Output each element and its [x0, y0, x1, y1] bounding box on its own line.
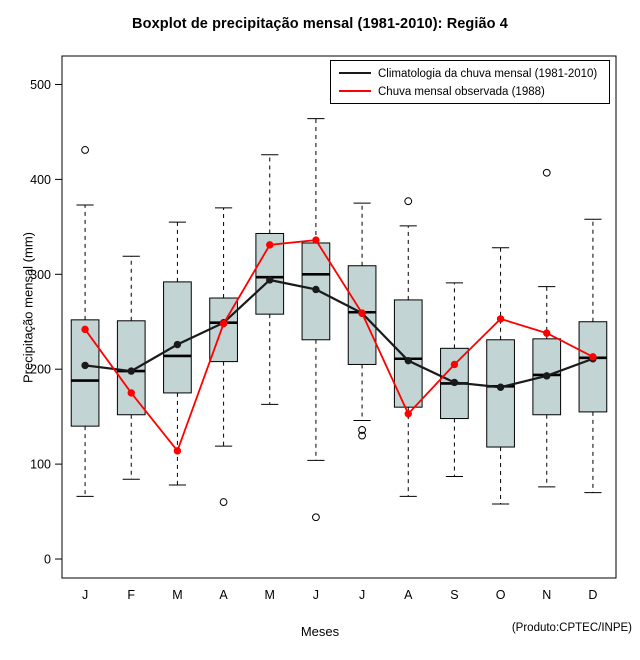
chart-title: Boxplot de precipitação mensal (1981-2010): Região 4: [132, 16, 508, 32]
box-iqr: [579, 322, 607, 412]
x-tick-label: J: [81, 588, 89, 602]
boxplot-box: [394, 198, 422, 497]
x-tick-label: M: [172, 588, 183, 602]
series-point-observada: [590, 354, 596, 360]
series-line-observada: [85, 240, 593, 451]
chart-legend: [330, 60, 610, 104]
series-point-observada: [82, 326, 88, 332]
series-point-climatologia: [497, 384, 503, 390]
series-point-observada: [497, 316, 503, 322]
series-point-observada: [220, 320, 226, 326]
legend-swatch-climatologia: [339, 72, 371, 74]
legend-label-climatologia: Climatologia da chuva mensal (1981-2010): [378, 68, 598, 80]
y-tick-label: 200: [30, 362, 51, 377]
x-tick-label: A: [219, 588, 228, 602]
y-tick-label: 0: [44, 552, 51, 567]
x-axis-label: Meses: [300, 624, 340, 639]
series-point-climatologia: [128, 368, 134, 374]
series-point-observada: [544, 330, 550, 336]
boxplot-box: [348, 203, 376, 439]
x-tick-label: N: [542, 588, 552, 602]
series-line-climatologia: [85, 280, 593, 387]
x-tick-label: M: [264, 588, 275, 602]
boxplot-box: [302, 119, 330, 521]
series-point-observada: [174, 448, 180, 454]
boxplot-box: [487, 248, 515, 504]
box-outlier: [82, 147, 89, 154]
boxplot-box: [71, 147, 99, 497]
series-point-climatologia: [405, 357, 411, 363]
box-outlier: [543, 169, 550, 176]
y-tick-label: 300: [30, 267, 51, 282]
series-point-climatologia: [451, 379, 457, 385]
plot-frame: [62, 56, 616, 578]
box-outlier: [313, 514, 320, 521]
series-point-climatologia: [544, 373, 550, 379]
boxplot-box: [533, 169, 561, 487]
box-iqr: [487, 340, 515, 447]
box-iqr: [71, 320, 99, 426]
legend-swatch-observada: [339, 90, 371, 92]
x-tick-label: O: [495, 588, 506, 602]
box-outlier: [405, 198, 412, 205]
x-tick-label: J: [358, 588, 366, 602]
series-point-observada: [128, 390, 134, 396]
boxplot-box: [164, 222, 192, 485]
series-point-observada: [267, 242, 273, 248]
x-tick-label: J: [312, 588, 320, 602]
box-iqr: [164, 282, 192, 393]
series-point-observada: [451, 361, 457, 367]
legend-entry-climatologia: [339, 66, 597, 82]
series-point-observada: [359, 310, 365, 316]
x-tick-label: D: [588, 588, 598, 602]
series-point-climatologia: [82, 362, 88, 368]
chart-credit: (Produto:CPTEC/INPE): [511, 622, 632, 634]
series-point-climatologia: [174, 341, 180, 347]
x-tick-label: S: [450, 588, 459, 602]
boxplot-box: [210, 208, 238, 506]
legend-entry-observada: [339, 84, 545, 100]
series-point-observada: [313, 237, 319, 243]
box-outlier: [220, 499, 227, 506]
y-tick-label: 400: [30, 172, 51, 187]
x-tick-label: A: [404, 588, 413, 602]
series-point-climatologia: [267, 277, 273, 283]
series-point-observada: [405, 411, 411, 417]
y-tick-label: 100: [30, 457, 51, 472]
series-point-climatologia: [313, 286, 319, 292]
y-axis-label: Precipitação mensal (mm): [20, 232, 36, 383]
legend-label-observada: Chuva mensal observada (1988): [378, 86, 545, 98]
y-tick-label: 500: [30, 77, 51, 92]
x-tick-label: F: [127, 588, 136, 602]
